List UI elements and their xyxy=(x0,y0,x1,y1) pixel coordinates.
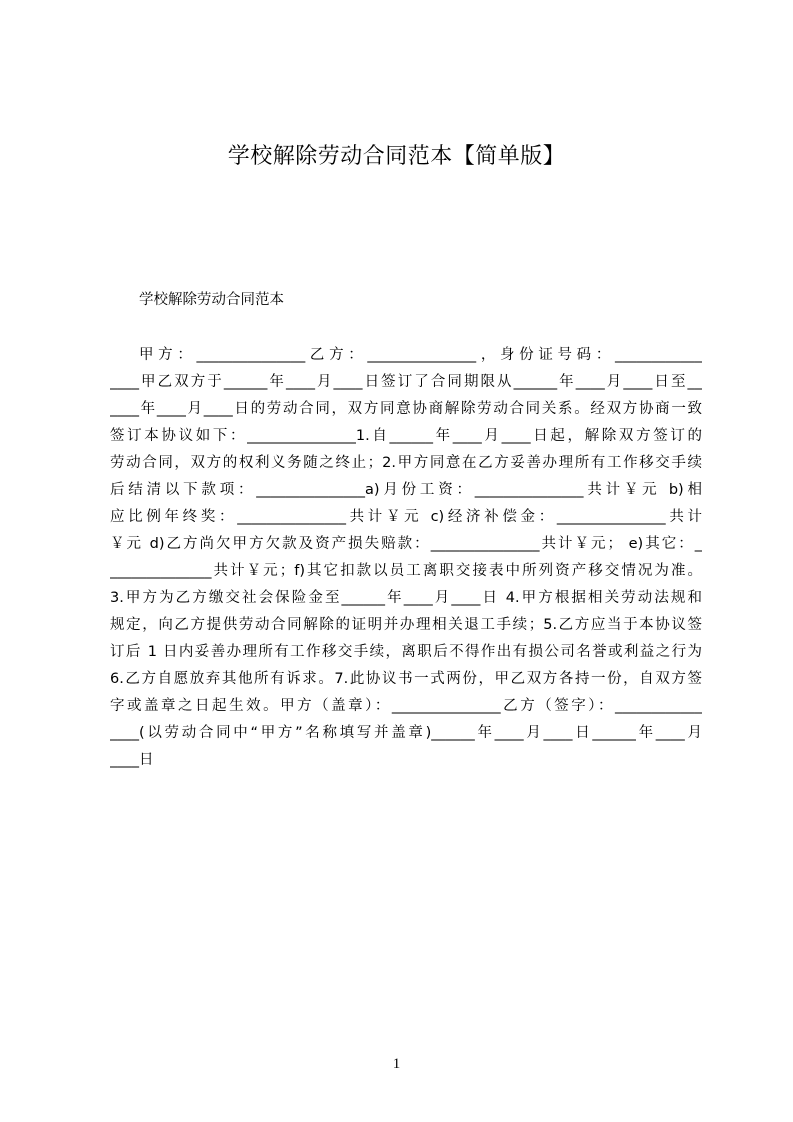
body-line: 字或盖章之日起生效。甲方（盖章）：_______________乙方（签字）：____________ xyxy=(110,698,702,714)
body-line: ____日 xyxy=(110,752,154,768)
body-line: ______________共计￥元；f)其它扣款以员工离职交接表中所列资产移交情况为准。 xyxy=(110,563,702,579)
document-title: 学校解除劳动合同范本【简单版】 xyxy=(227,144,566,169)
body-line: 3.甲方为乙方缴交社会保险金至______年____月____日 4.甲方根据相关劳动法规和 xyxy=(110,590,702,606)
page-number: 1 xyxy=(392,1056,401,1072)
body-line: ____甲乙双方于______年____月____日签订了合同期限从______年____月____日至__ xyxy=(110,374,702,390)
agreement-body xyxy=(110,342,702,774)
body-line: ￥元 d)乙方尚欠甲方欠款及资产损失赔款：_______________共计￥元； e)其它：_ xyxy=(110,536,702,552)
body-line: 签订本协议如下：_______________1.自______年____月____日起，解除双方签订的 xyxy=(110,428,702,444)
body-line: 劳动合同，双方的权利义务随之终止；2.甲方同意在乙方妥善办理所有工作移交手续 xyxy=(110,455,702,471)
body-line: ____年____月____日的劳动合同，双方同意协商解除劳动合同关系。经双方协商一致 xyxy=(110,401,702,417)
body-line: 6.乙方自愿放弃其他所有诉求。7.此协议书一式两份，甲乙双方各持一份，自双方签 xyxy=(110,671,702,687)
document-subtitle: 学校解除劳动合同范本 xyxy=(139,292,284,308)
body-line: 应比例年终奖：_______________共计￥元 c)经济补偿金：_______________共计 xyxy=(110,509,702,525)
body-line: ____(以劳动合同中“甲方”名称填写并盖章)______年____月____日______年____月 xyxy=(110,725,702,741)
body-line: 甲方：_______________乙方：_______________，身份证号码：____________ xyxy=(139,347,702,363)
body-line: 规定，向乙方提供劳动合同解除的证明并办理相关退工手续；5.乙方应当于本协议签 xyxy=(110,617,702,633)
body-line: 订后 1 日内妥善办理所有工作移交手续，离职后不得作出有损公司名誉或利益之行为 xyxy=(110,644,702,660)
body-line: 后结清以下款项：_______________a)月份工资：_______________共计￥元 b)相 xyxy=(110,482,702,498)
